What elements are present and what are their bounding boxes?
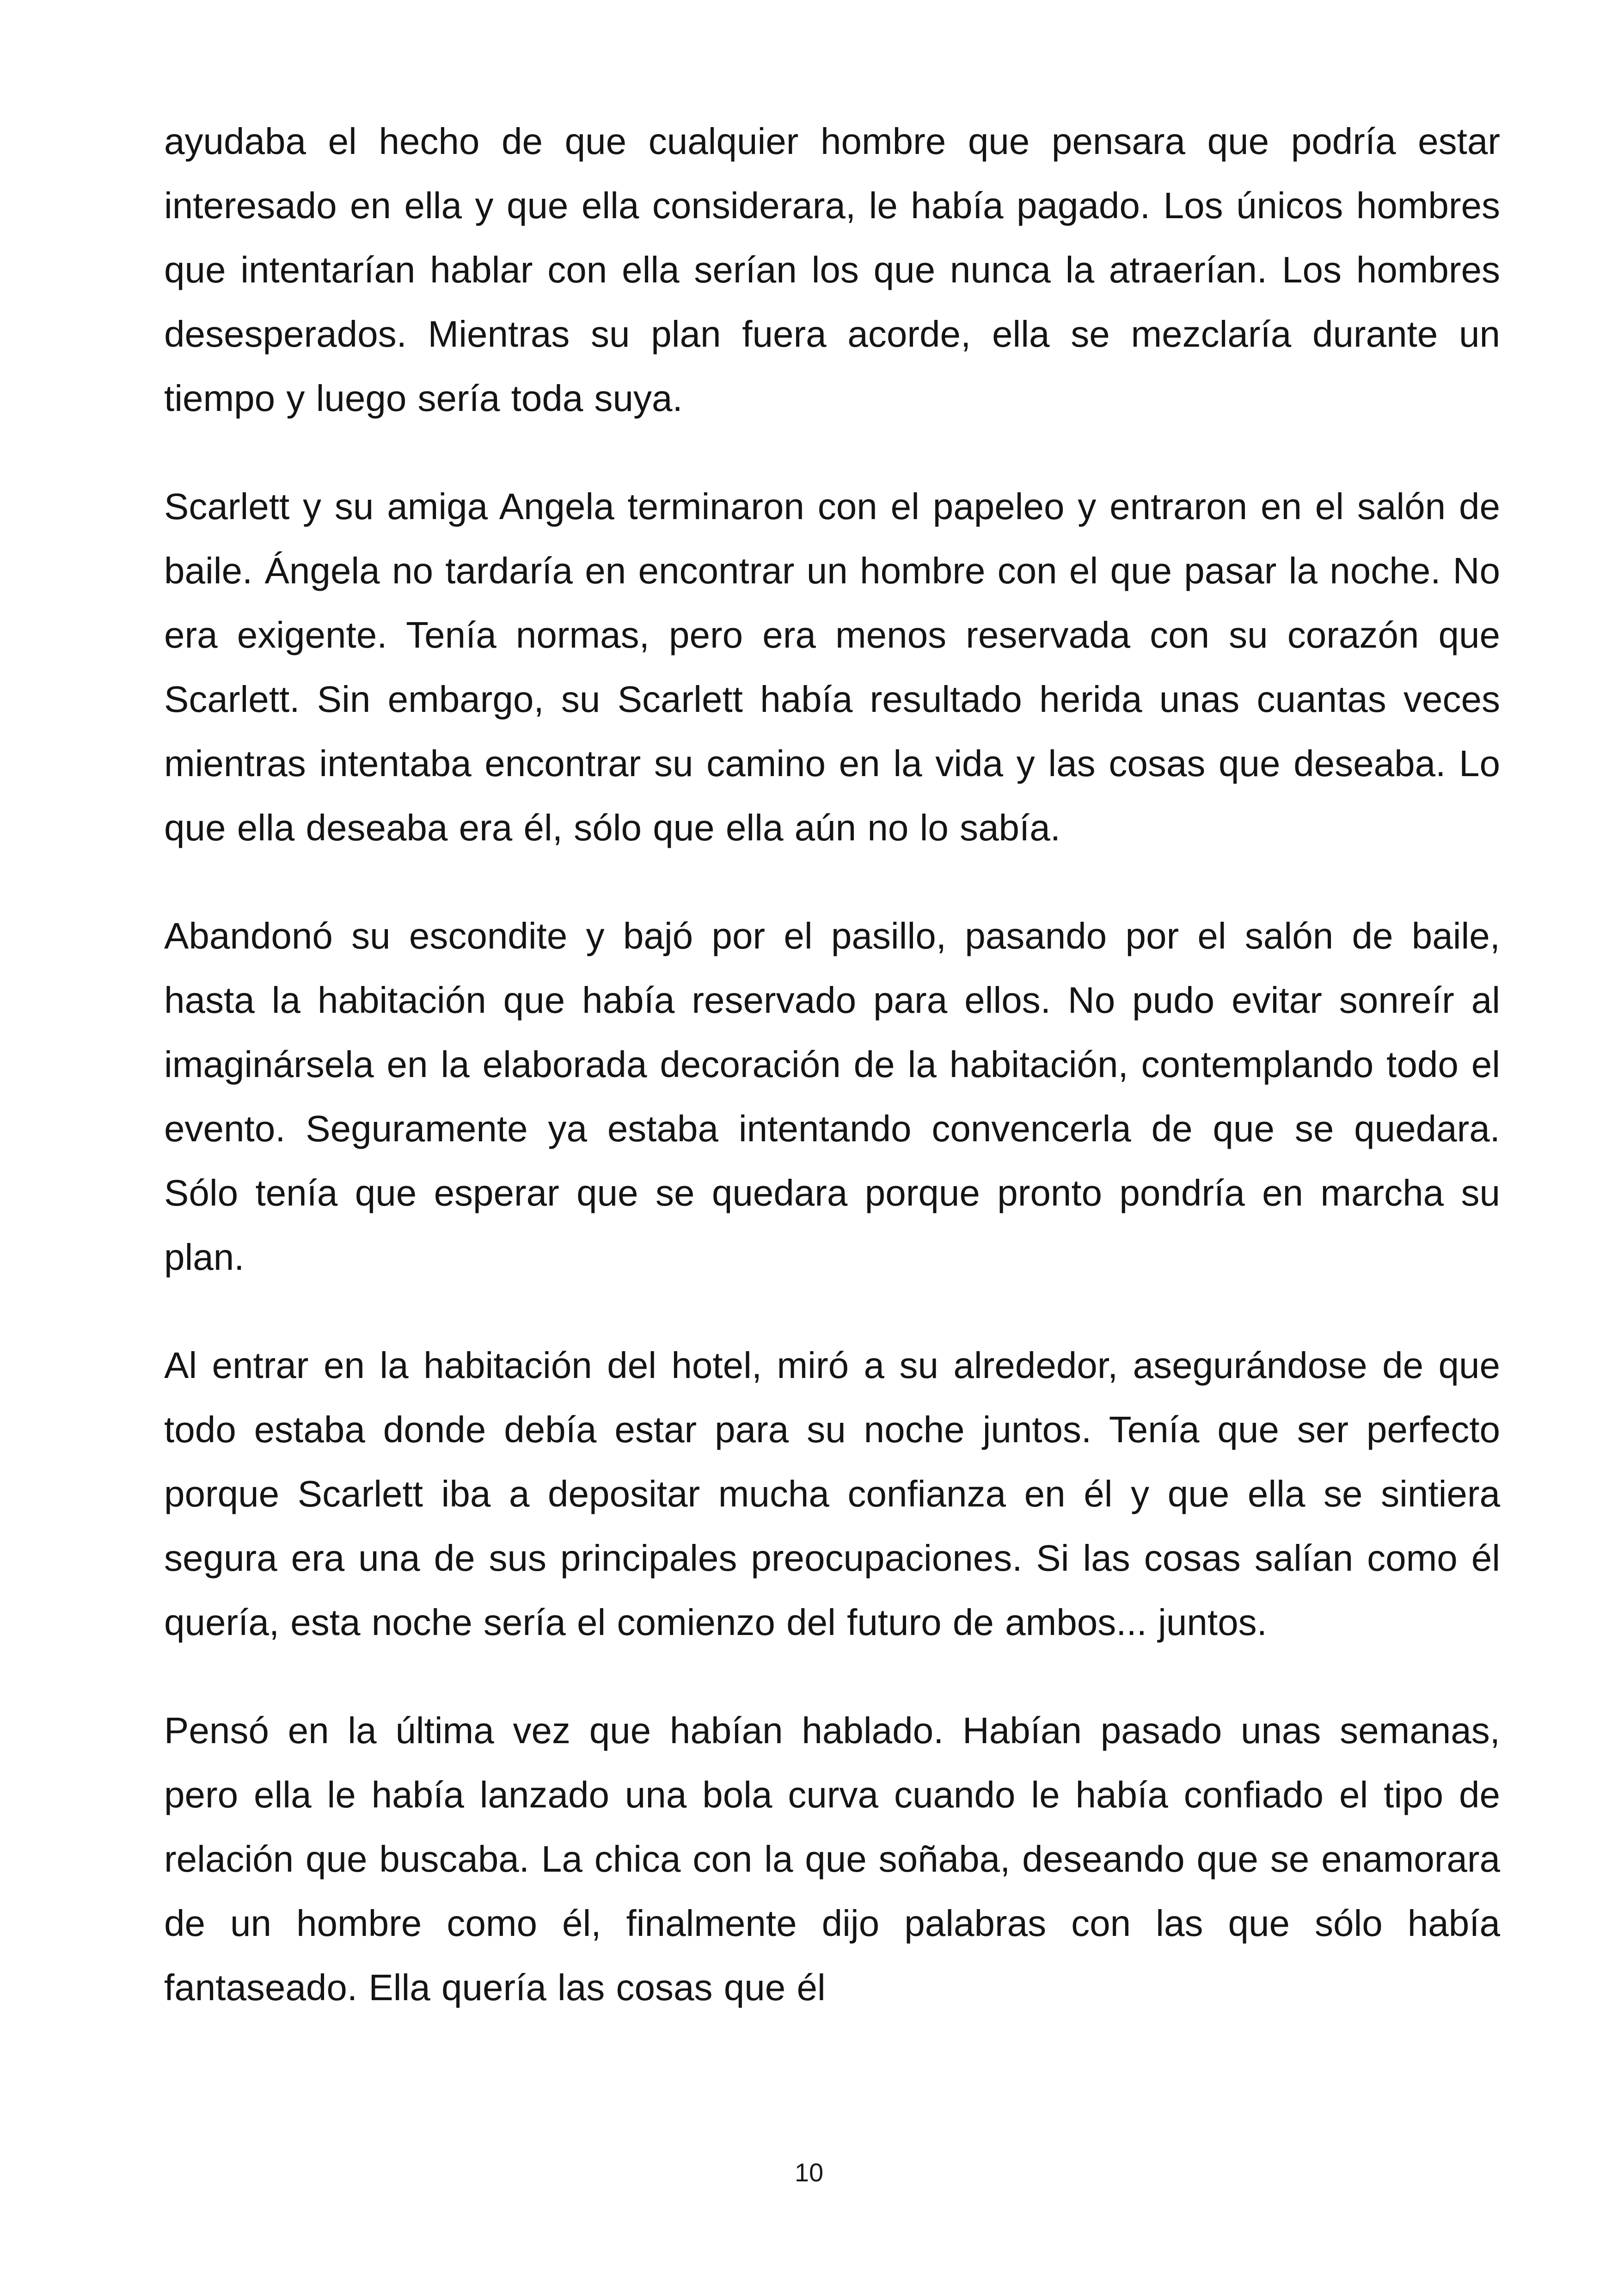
paragraph-4: Al entrar en la habitación del hotel, miró a su alrededor, asegurándose de que todo estaba donde debía estar para su noche juntos. Tenía que ser perfecto porque Scarlett iba a depositar mucha confianza en él y que ella se sintiera segura era una de sus principales preocupaciones. Si las cosas salían como él quería, esta noche sería el comienzo del futuro de ambos... juntos. (164, 1345, 1500, 1643)
paragraph-5: Pensó en la última vez que habían hablado. Habían pasado unas semanas, pero ella le había lanzado una bola curva cuando le había confiado el tipo de relación que buscaba. La chica con la que soñaba, deseando que se enamorara de un hombre como él, finalmente dijo palabras con las que sólo había fantaseado. Ella quería las cosas que él (164, 1710, 1500, 2008)
page-number: 10 (794, 2158, 824, 2187)
body-text (164, 109, 1500, 2063)
paragraph-1: ayudaba el hecho de que cualquier hombre que pensara que podría estar interesado en ella y que ella considerara, le había pagado. Los únicos hombres que intentarían hablar con ella serían los que nunca la atraerían. Los hombres desesperados. Mientras su plan fuera acorde, ella se mezclaría durante un tiempo y luego sería toda suya. (164, 121, 1500, 419)
paragraph-2: Scarlett y su amiga Angela terminaron con el papeleo y entraron en el salón de baile. Ángela no tardaría en encontrar un hombre con el que pasar la noche. No era exigente. Tenía normas, pero era menos reservada con su corazón que Scarlett. Sin embargo, su Scarlett había resultado herida unas cuantas veces mientras intentaba encontrar su camino en la vida y las cosas que deseaba. Lo que ella deseaba era él, sólo que ella aún no lo sabía. (164, 486, 1500, 848)
paragraph-3: Abandonó su escondite y bajó por el pasillo, pasando por el salón de baile, hasta la habitación que había reservado para ellos. No pudo evitar sonreír al imaginársela en la elaborada decoración de la habitación, contemplando todo el evento. Seguramente ya estaba intentando convencerla de que se quedara. Sólo tenía que esperar que se quedara porque pronto pondría en marcha su plan. (164, 915, 1500, 1278)
